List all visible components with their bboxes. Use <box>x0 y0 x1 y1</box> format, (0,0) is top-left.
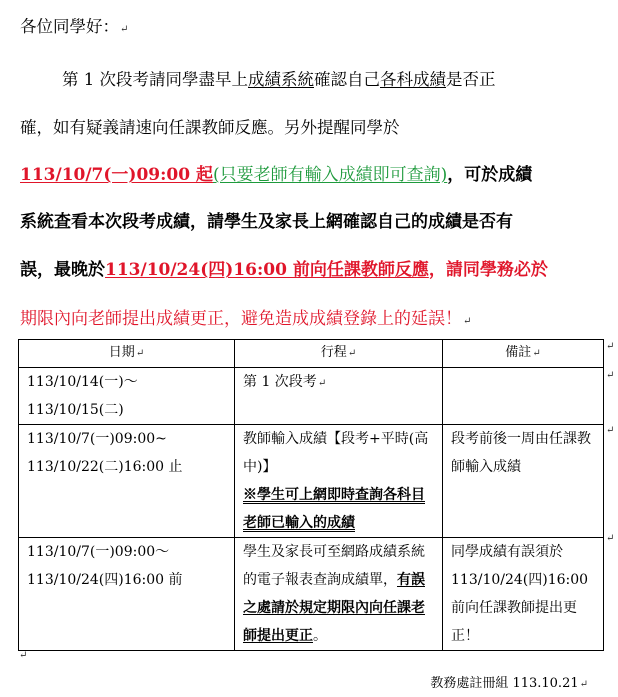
paragraph-line-4: 系統查看本次段考成績，請學生及家長上網確認自己的成績是否有 <box>20 212 513 232</box>
row-end-mark: ↵ <box>606 425 615 436</box>
green-note: (只要老師有輸入成績即可查詢) <box>213 165 448 185</box>
event-emphasis: 有誤之處請於規定期限內向任課老師提出更正 <box>243 572 425 644</box>
date-cell: 113/10/7(一)09:00～ 113/10/24(四)16:00 前 <box>19 538 235 651</box>
row-end-mark: ↵ <box>606 341 615 352</box>
event-cell: 第 1 次段考↵ <box>235 368 443 425</box>
paragraph-line-3: 113/10/7(一)09:00 起(只要老師有輸入成績即可查詢)，可於成績 <box>20 165 533 185</box>
table-row <box>19 368 604 425</box>
paragraph-line-5: 誤，最晚於113/10/24(四)16:00 前向任課教師反應，請同學務必於 <box>20 260 548 280</box>
table-row <box>19 538 604 651</box>
event-cell: 學生及家長可至網路成績系統的電子報表查詢成績單，有誤之處請於規定期限內向任課老師提出更正。 <box>235 538 443 651</box>
paragraph-line-6: 期限內向老師提出成績更正，避免造成成績登錄上的延誤！↵ <box>20 309 472 329</box>
header-date: 日期↵ <box>19 340 235 368</box>
issuer-footer: 教務處註冊組 113.10.21↵ <box>430 676 588 691</box>
event-emphasis: ※學生可上網即時查詢各科目老師已輸入的成績 <box>243 487 425 531</box>
note-cell <box>443 368 604 425</box>
row-end-mark: ↵ <box>606 370 615 381</box>
greeting: 各位同學好：↵ <box>20 17 129 36</box>
start-date: 113/10/7(一)09:00 起 <box>20 165 213 185</box>
deadline: 113/10/24(四)16:00 前向任課教師反應 <box>105 260 429 280</box>
table-row <box>19 425 604 538</box>
event-cell: 教師輸入成績【段考+平時(高中)】 ※學生可上網即時查詢各科目老師已輸入的成績 <box>235 425 443 538</box>
date-cell: 113/10/7(一)09:00~ 113/10/22(二)16:00 止 <box>19 425 235 538</box>
table-header-row <box>19 340 604 368</box>
paragraph-line-1: 第 1 次段考請同學盡早上成績系統確認自己各科成績是否正 <box>62 70 496 89</box>
paragraph-line-2: 確，如有疑義請速向任課教師反應。另外提醒同學於 <box>20 118 400 137</box>
row-end-mark: ↵ <box>606 533 615 544</box>
schedule-table <box>18 339 604 651</box>
note-cell: 同學成績有誤須於 113/10/24(四)16:00 前向任課教師提出更正！ <box>443 538 604 651</box>
paragraph-mark: ↵ <box>19 650 28 661</box>
date-cell: 113/10/14(一)～ 113/10/15(二) <box>19 368 235 425</box>
note-cell: 段考前後一周由任課教師輸入成績 <box>443 425 604 538</box>
header-note: 備註↵ <box>443 340 604 368</box>
header-event: 行程↵ <box>235 340 443 368</box>
